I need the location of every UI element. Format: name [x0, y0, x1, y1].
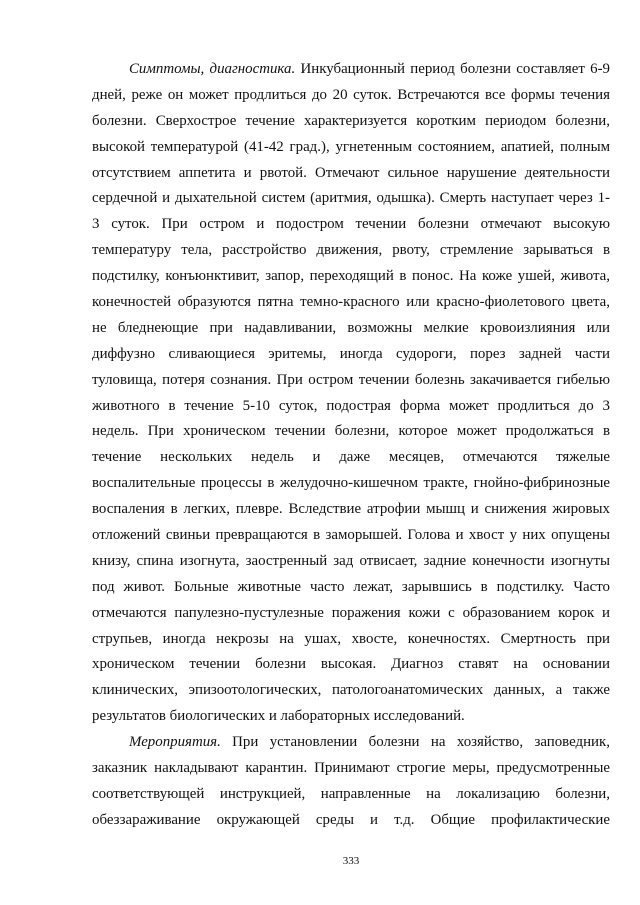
paragraph-measures: [92, 730, 610, 834]
text-line: отмечаются папулезно-пустулезные поражения кожи с образованием корок и: [92, 604, 610, 621]
text-line: отсутствием аппетита и рвотой. Отмечают сильное нарушение деятельности: [92, 164, 610, 181]
text-line: обеззараживание окружающей среды и т.д. Общие профилактические: [92, 811, 610, 828]
text-line: отложений свиньи превращаются в заморышей. Голова и хвост у них опущены: [92, 527, 610, 544]
text-line: струпьев, иногда некрозы на ушах, хвосте, конечностях. Смертность при: [92, 630, 610, 647]
line-text: При установлении болезни на хозяйство, заповедник,: [220, 734, 610, 751]
text-line: температуру тела, расстройство движения, рвоту, стремление зарываться в: [92, 242, 610, 259]
line-text: Инкубационный период болезни составляет 6-9: [295, 61, 610, 77]
section-lead-italic: Мероприятия.: [129, 734, 221, 751]
text-line: результатов биологических и лабораторных исследований.: [92, 708, 465, 725]
text-line: воспалительные процессы в желудочно-кишечном тракте, гнойно-фибринозные: [92, 475, 610, 492]
text-line: под живот. Больные животные часто лежат, зарывшись в подстилку. Часто: [92, 578, 610, 595]
text-line: [92, 57, 610, 83]
text-line: животного в течение 5-10 суток, подострая форма может продлиться до 3: [92, 397, 610, 414]
text-line: соответствующей инструкцией, направленные на локализацию болезни,: [92, 785, 610, 802]
text-line: недель. При хроническом течении болезни, которое может продолжаться в: [92, 423, 610, 440]
text-line: [92, 730, 610, 756]
text-line: высокой температурой (41-42 град.), угнетенным состоянием, апатией, полным: [92, 138, 610, 155]
text-line: клинических, эпизоотологических, патологоанатомических данных, а также: [92, 682, 610, 699]
text-line: конечностей образуются пятна темно-красного или красно-фиолетового цвета,: [92, 294, 610, 311]
section-lead-italic: Симптомы, диагностика.: [129, 61, 296, 77]
text-line: заказник накладывают карантин. Принимают строгие меры, предусмотренные: [92, 760, 610, 777]
text-line: диффузно сливающиеся эритемы, иногда судороги, порез задней части: [92, 345, 610, 362]
text-line: течение нескольких недель и даже месяцев, отмечаются тяжелые: [92, 449, 610, 466]
page-number: 333: [342, 855, 360, 867]
text-line: болезни. Сверхострое течение характеризуется коротким периодом болезни,: [92, 112, 610, 129]
text-line: дней, реже он может продлиться до 20 суток. Встречаются все формы течения: [92, 86, 610, 103]
text-line: туловища, потеря сознания. При остром течении болезнь закачивается гибелью: [92, 371, 610, 388]
text-line: воспаления в легких, плевре. Вследствие атрофии мышц и снижения жировых: [92, 501, 610, 518]
text-line: хроническом течении болезни высокая. Диагноз ставят на основании: [92, 656, 610, 673]
body-text: [92, 57, 610, 834]
text-line: сердечной и дыхательной систем (аритмия, одышка). Смерть наступает через 1-: [92, 190, 610, 207]
text-line: 3 суток. При остром и подостром течении болезни отмечают высокую: [92, 216, 610, 233]
text-line: не бледнеющие при надавливании, возможны мелкие кровоизлияния или: [92, 319, 610, 336]
text-line: подстилку, конъюнктивит, запор, переходящий в понос. На коже ушей, живота,: [92, 268, 610, 285]
text-line: книзу, спина изогнута, заостренный зад отвисает, задние конечности изогнуты: [92, 552, 610, 569]
paragraph-symptoms-diagnostics: [92, 57, 610, 730]
